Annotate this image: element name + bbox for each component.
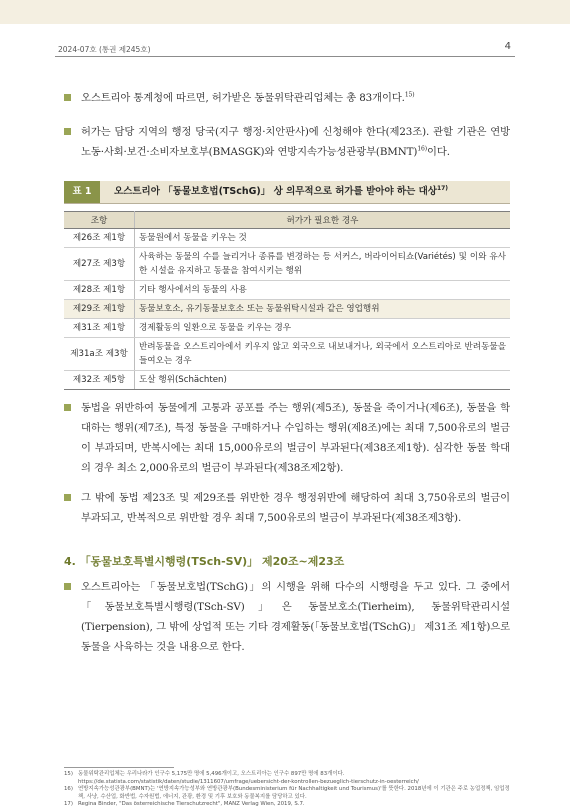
issue-label: 2024-07호 (통권 제245호) <box>58 45 151 54</box>
footnote-item <box>64 771 510 786</box>
paragraph-text <box>81 88 510 108</box>
table-badge: 표 1 <box>64 181 100 203</box>
table-row <box>64 281 510 300</box>
square-bullet-icon <box>64 494 71 501</box>
footnote-ref[interactable]: 16) <box>417 145 428 153</box>
column-header-article: 조항 <box>64 212 135 229</box>
article-cell: 제32조 제5항 <box>64 371 135 390</box>
square-bullet-icon <box>64 404 71 411</box>
case-cell: 도살 행위(Schächten) <box>135 371 511 390</box>
article-cell: 제31조 제1항 <box>64 319 135 338</box>
article-cell: 제28조 제1항 <box>64 281 135 300</box>
page-header <box>55 40 511 54</box>
table-row <box>64 248 510 281</box>
footnotes <box>64 771 510 809</box>
top-banner <box>0 0 570 24</box>
table-row <box>64 371 510 390</box>
section-heading: 4. 「동물보호특별시행령(TSch-SV)」 제20조~제23조 <box>64 555 345 568</box>
square-bullet-icon <box>64 94 71 101</box>
footnote-item <box>64 786 510 801</box>
article-cell: 제29조 제1항 <box>64 300 135 319</box>
footnote-ref[interactable]: 17) <box>436 184 449 192</box>
case-cell: 사육하는 동물의 수를 늘리거나 종류를 변경하는 등 서커스, 버라이어티쇼(Variétés) 및 이와 유사한 시설을 유지하고 동물을 참여시키는 행위 <box>135 248 511 281</box>
table-row <box>64 319 510 338</box>
article-cell: 제26조 제1항 <box>64 229 135 248</box>
paragraph-body: 오스트리아 통계청에 따르면, 허가받은 동물위탁관리업체는 총 83개이다. <box>81 92 405 104</box>
case-cell: 동물원에서 동물을 키우는 것 <box>135 229 511 248</box>
paragraph-text: 동법을 위반하여 동물에게 고통과 공포를 주는 행위(제5조), 동물을 죽이거나(제6조), 동물을 학대하는 행위(제7조), 특정 동물을 구매하거나 수입하는 행위(제8조)에는 최대 7,500유로의 벌금이 부과되며, 반복시에는 최대 15,000유로의 벌금이 부과된다(제38조제1항). 심각한 동물 학대의 경우 최소 2,000유로의 벌금이 부과된다(제38조제2항). <box>81 402 510 474</box>
footnote-text: 동물위탁관리업체는 우리나라가 인구수 5,175만 명에 5,496개이고, 오스트리아는 인구수 897만 명에 83개이다. https://de.statista.com/statistik/daten/studie/1311607/umfrage/uebersicht-der-kontrollen-bezueglich-tierschutz-in-oesterreich/ <box>78 771 419 785</box>
case-cell: 기타 행사에서의 동물의 사용 <box>135 281 511 300</box>
case-cell: 경제활동의 일환으로 동물을 키우는 경우 <box>135 319 511 338</box>
paragraph-stat-count <box>64 88 510 108</box>
article-cell: 제31a조 제3항 <box>64 338 135 371</box>
header-divider <box>55 56 515 57</box>
table-row <box>64 229 510 248</box>
table-row <box>64 338 510 371</box>
square-bullet-icon <box>64 128 71 135</box>
paragraph-tail: 이다. <box>427 146 450 158</box>
table-caption <box>64 181 510 204</box>
paragraph-administrative-violation <box>64 488 510 528</box>
footnote-number: 17) <box>64 801 73 808</box>
footnote-ref[interactable]: 15) <box>404 91 415 99</box>
table-title-text: 오스트리아 「동물보호법(TSchG)」 상 의무적으로 허가를 받아야 하는 대상 <box>114 186 437 197</box>
case-cell: 반려동물을 오스트리아에서 키우지 않고 외국으로 내보내거나, 외국에서 오스트리아로 반려동물을 들여오는 경우 <box>135 338 511 371</box>
column-header-case: 허가가 필요한 경우 <box>135 212 511 229</box>
paragraph-enforcement-decree <box>64 577 510 657</box>
paragraph-penalties <box>64 398 510 478</box>
page-number: 4 <box>504 41 511 52</box>
paragraph-permit-authority <box>64 122 510 162</box>
paragraph-text <box>81 122 510 162</box>
case-cell: 동물보호소, 유기동물보호소 또는 동물위탁시설과 같은 영업행위 <box>135 300 511 319</box>
paragraph-body: 허가는 담당 지역의 행정 당국(지구 행정·치안판사)에 신청해야 한다(제23조). 관할 기관은 연방노동·사회·보건·소비자보호부(BMASGK)와 연방지속가능성관광부(BMNT) <box>81 126 510 158</box>
permit-table <box>64 211 510 390</box>
table-title <box>114 181 448 203</box>
footnote-divider <box>64 767 174 768</box>
table-row-highlighted <box>64 300 510 319</box>
footnote-number: 15) <box>64 771 73 777</box>
paragraph-text: 그 밖에 동법 제23조 및 제29조를 위반한 경우 행정위반에 해당하여 최대 3,750유로의 벌금이 부과되고, 반복적으로 위반할 경우 최대 7,500유로의 벌금이 부과된다(제38조제3항). <box>81 492 510 524</box>
footnote-text: 연방지속가능성관광부(BMNT)는 '연방지속가능성부와 연방관광부(Bundesministerium für Nachhaltigkeit und Tourismus)'를 뜻한다. 2018년에 이 기관은 주로 농업정책, 임업정책, 사냥, 수산업, 화반법, 수자원법, 에너지, 관광, 환경 및 기후 보호와 동물복지를 담당하고 있다. <box>78 786 510 800</box>
paragraph-text: 오스트리아는 「동물보호법(TSchG)」의 시행을 위해 다수의 시행령을 두고 있다. 그 중에서 「동물보호특별시행령(TSch-SV)」은 동물보호소(Tierheim), 동물위탁관리시설(Tierpension), 그 밖에 상업적 또는 기타 경제활동(「동물보호법(TSchG)」 제31조 제1항)으로 동물을 사육하는 것을 내용으로 한다. <box>81 581 510 653</box>
square-bullet-icon <box>64 583 71 590</box>
article-cell: 제27조 제3항 <box>64 248 135 281</box>
footnote-text: Regina Binder, "Das österreichische Tierschutzrecht", MANZ Verlag Wien, 2019, S.7. <box>78 801 305 808</box>
table-header-row <box>64 212 510 229</box>
footnote-number: 16) <box>64 786 73 793</box>
footnote-item <box>64 801 510 809</box>
